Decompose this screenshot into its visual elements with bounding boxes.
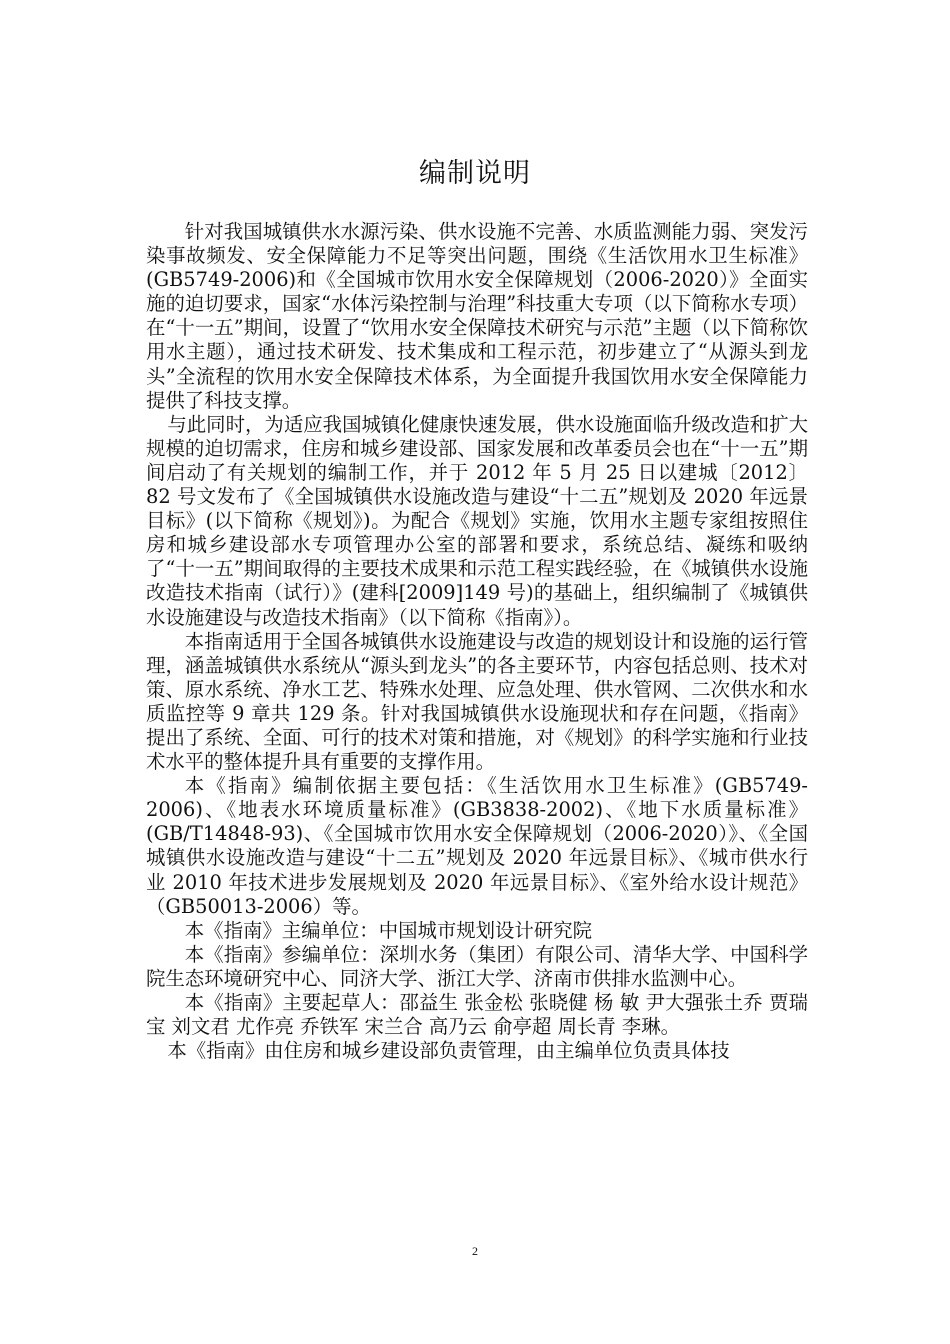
page-title: 编制说明 [419, 158, 531, 189]
paragraph-basis: 本《指南》编制依据主要包括：《生活饮用水卫生标准》(GB5749-2006)、《地表水环境质量标准》(GB3838-2002)、《地下水质量标准》(GB/T14848-93)、《全国城市饮用水安全保障规划（2006-2020）》、《全国城镇供水设施改造与建设“十二五”规划及 2020 年远景目标》、《城市供水行业 2010 年技术进步发展规划及 2020 年远景目标》、《室外给水设计规范》（GB50013-2006）等。 [146, 774, 808, 918]
page-number: 2 [472, 1244, 478, 1258]
paragraph-chief-editor: 本《指南》主编单位：中国城市规划设计研究院 [184, 918, 592, 942]
document-body [146, 220, 808, 1063]
paragraph-background: 针对我国城镇供水水源污染、供水设施不完善、水质监测能力弱、突发污染事故频发、安全保障能力不足等突出问题，围绕《生活饮用水卫生标准》(GB5749-2006)和《全国城市饮用水安全保障规划（2006-2020）》全面实施的迫切要求，国家“水体污染控制与治理”科技重大专项（以下简称水专项）在“十一五”期间，设置了“饮用水安全保障技术研究与示范”主题（以下简称饮用水主题），通过技术研发、技术集成和工程示范，初步建立了“从源头到龙头”全流程的饮用水安全保障技术体系，为全面提升我国饮用水安全保障能力提供了科技支撑。 [146, 220, 808, 412]
paragraph-participating-units: 本《指南》参编单位：深圳水务（集团）有限公司、清华大学、中国科学院生态环境研究中心、同济大学、浙江大学、济南市供排水监测中心。 [146, 942, 808, 990]
paragraph-management: 本《指南》由住房和城乡建设部负责管理，由主编单位负责具体技 [167, 1039, 730, 1063]
paragraph-scope: 本指南适用于全国各城镇供水设施建设与改造的规划设计和设施的运行管理，涵盖城镇供水系统从“源头到龙头”的各主要环节，内容包括总则、技术对策、原水系统、净水工艺、特殊水处理、应急处理、供水管网、二次供水和水质监控等 9 章共 129 条。针对我国城镇供水设施现状和存在问题，《指南》提出了系统、全面、可行的技术对策和措施，对《规划》的科学实施和行业技术水平的整体提升具有重要的支撑作用。 [146, 629, 808, 774]
paragraph-planning: 与此同时，为适应我国城镇化健康快速发展，供水设施面临升级改造和扩大规模的迫切需求，住房和城乡建设部、国家发展和改革委员会也在“十一五”期间启动了有关规划的编制工作，并于 2012 年 5 月 25 日以建城〔2012〕82 号文发布了《全国城镇供水设施改造与建设“十二五”规划及 2020 年远景目标》(以下简称《规划》)。为配合《规划》实施，饮用水主题专家组按照住房和城乡建设部水专项管理办公室的部署和要求，系统总结、凝练和吸纳了“十一五”期间取得的主要技术成果和示范工程实践经验，在《城镇供水设施改造技术指南（试行）》(建科[2009]149 号)的基础上，组织编制了《城镇供水设施建设与改造技术指南》（以下简称《指南》）。 [146, 412, 808, 629]
paragraph-drafters: 本《指南》主要起草人：邵益生 张金松 张晓健 杨 敏 尹大强张土乔 贾瑞宝 刘文君 尤作亮 乔铁军 宋兰合 高乃云 俞亭超 周长青 李琳。 [146, 991, 808, 1039]
